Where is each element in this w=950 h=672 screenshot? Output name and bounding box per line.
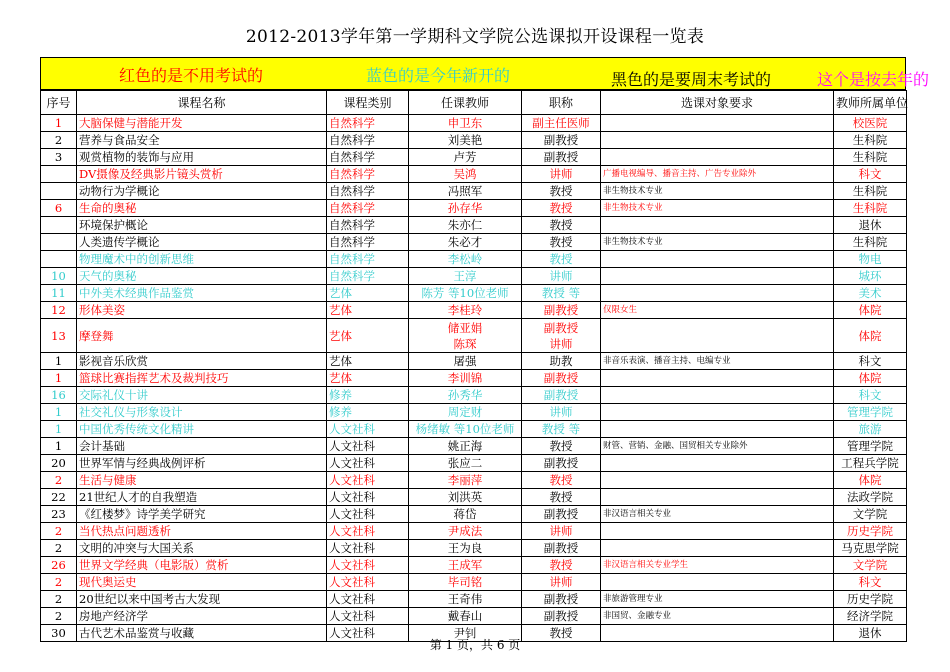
course-table-wrapper [40, 90, 907, 642]
table-row [41, 370, 907, 387]
cell-category: 人文社科 [327, 523, 409, 540]
cell-teacher: 朱亦仁 [409, 217, 522, 234]
table-row [41, 608, 907, 625]
cell-requirement: 非生物技术专业 [601, 183, 834, 200]
cell-category: 人文社科 [327, 421, 409, 438]
cell-rank: 教授 [522, 438, 601, 455]
cell-course-name: 天气的奥秘 [77, 268, 327, 285]
cell-requirement [601, 489, 834, 506]
cell-unit: 旅游 [834, 421, 907, 438]
cell-requirement [601, 285, 834, 302]
cell-teacher: 陈芳 等10位老师 [409, 285, 522, 302]
cell-no: 11 [41, 285, 77, 302]
course-table [40, 90, 907, 642]
cell-teacher: 杨绪敏 等10位老师 [409, 421, 522, 438]
table-row [41, 285, 907, 302]
cell-category: 自然科学 [327, 166, 409, 183]
cell-unit: 历史学院 [834, 523, 907, 540]
table-row [41, 540, 907, 557]
cell-no: 20 [41, 455, 77, 472]
cell-category: 人文社科 [327, 608, 409, 625]
header-rank: 职称 [522, 91, 601, 115]
cell-course-name: 人类遗传学概论 [77, 234, 327, 251]
cell-course-name: 世界文学经典（电影版）赏析 [77, 557, 327, 574]
cell-course-name: 20世纪以来中国考古大发现 [77, 591, 327, 608]
cell-course-name: DV摄像及经典影片镜头赏析 [77, 166, 327, 183]
cell-rank: 副教授 [522, 387, 601, 404]
table-row [41, 455, 907, 472]
cell-requirement: 非音乐表演、播音主持、电编专业 [601, 353, 834, 370]
cell-unit: 历史学院 [834, 591, 907, 608]
header-course-name: 课程名称 [77, 91, 327, 115]
cell-category: 人文社科 [327, 455, 409, 472]
cell-teacher: 冯照军 [409, 183, 522, 200]
cell-requirement: 非汉语言相关专业学生 [601, 557, 834, 574]
cell-teacher: 申卫东 [409, 115, 522, 132]
cell-teacher: 屠强 [409, 353, 522, 370]
cell-course-name: 《红楼梦》诗学美学研究 [77, 506, 327, 523]
cell-teacher: 李丽萍 [409, 472, 522, 489]
cell-no: 2 [41, 472, 77, 489]
cell-rank: 教授 [522, 234, 601, 251]
legend-red-text: 红色的是不用考试的 [119, 66, 264, 85]
cell-no: 16 [41, 387, 77, 404]
cell-unit: 科文 [834, 574, 907, 591]
table-row [41, 251, 907, 268]
cell-category: 人文社科 [327, 540, 409, 557]
cell-category: 艺体 [327, 285, 409, 302]
cell-rank: 教授 [522, 251, 601, 268]
cell-rank: 副教授 [522, 455, 601, 472]
table-row [41, 183, 907, 200]
cell-category: 自然科学 [327, 268, 409, 285]
legend-cyan-text: 蓝色的是今年新开的 [366, 66, 511, 85]
cell-requirement: 非汉语言相关专业 [601, 506, 834, 523]
cell-unit: 体院 [834, 370, 907, 387]
table-row [41, 387, 907, 404]
cell-category: 人文社科 [327, 438, 409, 455]
cell-category: 修养 [327, 387, 409, 404]
cell-course-name: 形体美姿 [77, 302, 327, 319]
cell-course-name: 文明的冲突与大国关系 [77, 540, 327, 557]
table-row [41, 302, 907, 319]
cell-no: 2 [41, 540, 77, 557]
cell-course-name: 21世纪人才的自我塑造 [77, 489, 327, 506]
cell-teacher: 王淳 [409, 268, 522, 285]
cell-teacher: 刘美艳 [409, 132, 522, 149]
cell-no [41, 217, 77, 234]
cell-unit: 文学院 [834, 506, 907, 523]
cell-no: 2 [41, 523, 77, 540]
cell-rank: 讲师 [522, 166, 601, 183]
cell-unit: 经济学院 [834, 608, 907, 625]
cell-unit: 体院 [834, 472, 907, 489]
cell-course-name: 观赏植物的装饰与应用 [77, 149, 327, 166]
table-header-row [41, 91, 907, 115]
cell-course-name: 动物行为学概论 [77, 183, 327, 200]
table-row [41, 557, 907, 574]
cell-teacher: 毕司铭 [409, 574, 522, 591]
table-row [41, 472, 907, 489]
cell-requirement [601, 319, 834, 353]
cell-unit: 马克思学院 [834, 540, 907, 557]
cell-category: 自然科学 [327, 200, 409, 217]
cell-course-name: 生活与健康 [77, 472, 327, 489]
legend-magenta-text: 这个是按去年的 [817, 70, 930, 89]
cell-teacher: 卢芳 [409, 149, 522, 166]
cell-no: 2 [41, 132, 77, 149]
cell-teacher: 刘洪英 [409, 489, 522, 506]
cell-teacher: 戴春山 [409, 608, 522, 625]
cell-rank: 教授 [522, 489, 601, 506]
cell-category: 艺体 [327, 319, 409, 353]
cell-unit: 体院 [834, 302, 907, 319]
cell-rank: 教授 [522, 217, 601, 234]
header-unit: 教师所属单位 [834, 91, 907, 115]
cell-requirement: 仅限女生 [601, 302, 834, 319]
table-row [41, 166, 907, 183]
cell-category: 人文社科 [327, 472, 409, 489]
cell-no: 1 [41, 404, 77, 421]
cell-course-name: 生命的奥秘 [77, 200, 327, 217]
cell-course-name: 房地产经济学 [77, 608, 327, 625]
cell-no [41, 234, 77, 251]
cell-unit: 生科院 [834, 183, 907, 200]
table-row [41, 591, 907, 608]
cell-unit: 校医院 [834, 115, 907, 132]
cell-rank: 副教授 [522, 591, 601, 608]
cell-teacher: 王为良 [409, 540, 522, 557]
header-requirement: 选课对象要求 [601, 91, 834, 115]
cell-no: 2 [41, 574, 77, 591]
cell-no: 1 [41, 421, 77, 438]
cell-course-name: 交际礼仪十讲 [77, 387, 327, 404]
cell-requirement [601, 455, 834, 472]
table-row [41, 438, 907, 455]
cell-requirement: 非生物技术专业 [601, 234, 834, 251]
table-row [41, 353, 907, 370]
cell-category: 艺体 [327, 370, 409, 387]
cell-course-name: 篮球比赛指挥艺术及裁判技巧 [77, 370, 327, 387]
cell-no: 13 [41, 319, 77, 353]
cell-teacher: 姚正海 [409, 438, 522, 455]
cell-teacher: 朱必才 [409, 234, 522, 251]
cell-requirement [601, 132, 834, 149]
cell-teacher: 储亚娟 陈琛 [409, 319, 522, 353]
cell-rank: 副教授 [522, 540, 601, 557]
cell-no: 12 [41, 302, 77, 319]
cell-no: 2 [41, 608, 77, 625]
table-row [41, 319, 907, 353]
cell-rank: 教授 等 [522, 421, 601, 438]
page-footer: 第 1 页，共 6 页 [429, 638, 521, 652]
table-row [41, 421, 907, 438]
cell-requirement [601, 387, 834, 404]
cell-unit: 退休 [834, 217, 907, 234]
cell-unit: 物电 [834, 251, 907, 268]
cell-rank: 教授 [522, 472, 601, 489]
cell-category: 自然科学 [327, 115, 409, 132]
page-title: 2012-2013学年第一学期科文学院公选课拟开设课程一览表 [245, 27, 705, 47]
cell-requirement: 财管、营销、金融、国贸相关专业除外 [601, 438, 834, 455]
cell-course-name: 影视音乐欣赏 [77, 353, 327, 370]
cell-category: 艺体 [327, 353, 409, 370]
cell-no [41, 166, 77, 183]
cell-unit: 生科院 [834, 149, 907, 166]
cell-no: 23 [41, 506, 77, 523]
cell-no: 1 [41, 353, 77, 370]
cell-course-name: 当代热点问题透析 [77, 523, 327, 540]
cell-no: 1 [41, 438, 77, 455]
cell-no [41, 183, 77, 200]
cell-category: 修养 [327, 404, 409, 421]
cell-unit: 生科院 [834, 132, 907, 149]
cell-rank: 副教授 讲师 [522, 319, 601, 353]
cell-course-name: 物理魔术中的创新思维 [77, 251, 327, 268]
cell-rank: 教授 [522, 183, 601, 200]
cell-requirement [601, 404, 834, 421]
cell-requirement: 非旅游管理专业 [601, 591, 834, 608]
cell-unit: 文学院 [834, 557, 907, 574]
cell-course-name: 社交礼仪与形象设计 [77, 404, 327, 421]
cell-teacher: 周定财 [409, 404, 522, 421]
cell-no: 30 [41, 625, 77, 642]
cell-unit: 法政学院 [834, 489, 907, 506]
cell-unit: 管理学院 [834, 404, 907, 421]
cell-rank: 教授 等 [522, 285, 601, 302]
cell-no [41, 251, 77, 268]
cell-category: 人文社科 [327, 506, 409, 523]
cell-no: 1 [41, 370, 77, 387]
cell-no: 1 [41, 115, 77, 132]
header-no: 序号 [41, 91, 77, 115]
cell-rank: 教授 [522, 625, 601, 642]
cell-unit: 工程兵学院 [834, 455, 907, 472]
cell-category: 自然科学 [327, 132, 409, 149]
table-row [41, 268, 907, 285]
cell-requirement [601, 217, 834, 234]
header-category: 课程类别 [327, 91, 409, 115]
cell-unit: 生科院 [834, 234, 907, 251]
cell-rank: 教授 [522, 557, 601, 574]
cell-category: 人文社科 [327, 489, 409, 506]
cell-teacher: 李松岭 [409, 251, 522, 268]
cell-course-name: 现代奥运史 [77, 574, 327, 591]
cell-rank: 副教授 [522, 370, 601, 387]
cell-requirement [601, 370, 834, 387]
table-row [41, 506, 907, 523]
cell-teacher: 王奇伟 [409, 591, 522, 608]
cell-unit: 美术 [834, 285, 907, 302]
cell-requirement: 广播电视编导、播音主持、广告专业除外 [601, 166, 834, 183]
table-row [41, 132, 907, 149]
cell-rank: 副教授 [522, 506, 601, 523]
header-teacher: 任课教师 [409, 91, 522, 115]
table-row [41, 404, 907, 421]
cell-teacher: 尹钊 [409, 625, 522, 642]
cell-unit: 科文 [834, 166, 907, 183]
cell-unit: 科文 [834, 387, 907, 404]
cell-rank: 教授 [522, 200, 601, 217]
cell-rank: 副主任医师 [522, 115, 601, 132]
cell-teacher: 李桂玲 [409, 302, 522, 319]
table-row [41, 234, 907, 251]
cell-rank: 讲师 [522, 268, 601, 285]
cell-no: 26 [41, 557, 77, 574]
cell-rank: 讲师 [522, 523, 601, 540]
cell-course-name: 摩登舞 [77, 319, 327, 353]
cell-course-name: 环境保护概论 [77, 217, 327, 234]
cell-requirement: 非生物技术专业 [601, 200, 834, 217]
cell-requirement: 非国贸、金融专业 [601, 608, 834, 625]
cell-teacher: 孙秀华 [409, 387, 522, 404]
cell-teacher: 王成军 [409, 557, 522, 574]
cell-unit: 退休 [834, 625, 907, 642]
cell-course-name: 营养与食品安全 [77, 132, 327, 149]
cell-requirement [601, 268, 834, 285]
color-legend-bar [40, 57, 930, 90]
cell-category: 艺体 [327, 302, 409, 319]
cell-course-name: 中国优秀传统文化精讲 [77, 421, 327, 438]
cell-teacher: 尹成法 [409, 523, 522, 540]
legend-black-text: 黑色的是要周末考试的 [611, 70, 772, 89]
cell-rank: 副教授 [522, 149, 601, 166]
cell-rank: 助教 [522, 353, 601, 370]
cell-course-name: 会计基础 [77, 438, 327, 455]
cell-category: 自然科学 [327, 217, 409, 234]
cell-no: 3 [41, 149, 77, 166]
cell-unit: 体院 [834, 319, 907, 353]
cell-requirement [601, 115, 834, 132]
cell-unit: 城环 [834, 268, 907, 285]
cell-category: 人文社科 [327, 557, 409, 574]
cell-course-name: 大脑保健与潜能开发 [77, 115, 327, 132]
cell-requirement [601, 149, 834, 166]
table-row [41, 523, 907, 540]
cell-requirement [601, 574, 834, 591]
cell-category: 人文社科 [327, 574, 409, 591]
table-row [41, 149, 907, 166]
cell-category: 自然科学 [327, 183, 409, 200]
cell-category: 人文社科 [327, 591, 409, 608]
cell-unit: 管理学院 [834, 438, 907, 455]
cell-unit: 生科院 [834, 200, 907, 217]
cell-requirement [601, 523, 834, 540]
cell-course-name: 古代艺术品鉴赏与收藏 [77, 625, 327, 642]
cell-course-name: 世界军情与经典战例评析 [77, 455, 327, 472]
cell-requirement [601, 472, 834, 489]
table-row [41, 217, 907, 234]
table-row [41, 200, 907, 217]
cell-teacher: 吴鸿 [409, 166, 522, 183]
cell-rank: 讲师 [522, 574, 601, 591]
cell-requirement [601, 421, 834, 438]
cell-rank: 副教授 [522, 302, 601, 319]
cell-unit: 科文 [834, 353, 907, 370]
cell-rank: 讲师 [522, 404, 601, 421]
table-row [41, 574, 907, 591]
cell-category: 自然科学 [327, 234, 409, 251]
cell-teacher: 蒋岱 [409, 506, 522, 523]
cell-no: 10 [41, 268, 77, 285]
cell-category: 自然科学 [327, 149, 409, 166]
cell-requirement [601, 540, 834, 557]
cell-category: 自然科学 [327, 251, 409, 268]
cell-rank: 副教授 [522, 132, 601, 149]
cell-requirement [601, 251, 834, 268]
cell-category: 人文社科 [327, 625, 409, 642]
cell-no: 22 [41, 489, 77, 506]
cell-teacher: 张应二 [409, 455, 522, 472]
table-row [41, 115, 907, 132]
cell-course-name: 中外美术经典作品鉴赏 [77, 285, 327, 302]
cell-no: 6 [41, 200, 77, 217]
cell-teacher: 孙存华 [409, 200, 522, 217]
cell-teacher: 李训锦 [409, 370, 522, 387]
cell-no: 2 [41, 591, 77, 608]
table-row [41, 489, 907, 506]
cell-rank: 副教授 [522, 608, 601, 625]
